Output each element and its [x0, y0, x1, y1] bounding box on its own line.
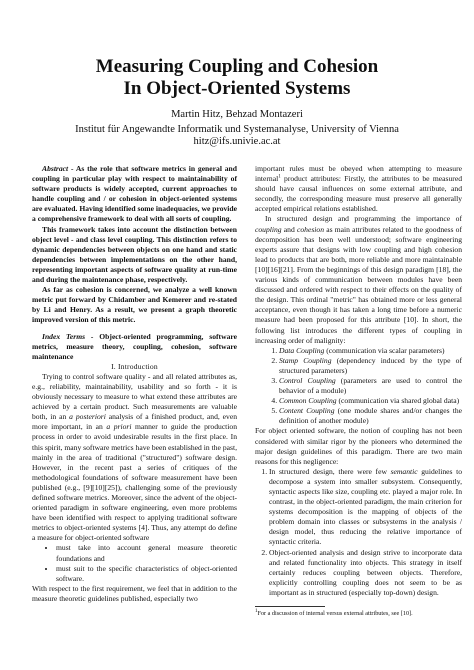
- right-p1-c: as main attributes related to the goodness of decomposition has been well understood; software engineering experts assure that designs with low coupling and high cohesion lead to products that are both, more reliable and more maintainable [10][16][21]. From the beginnings of this design paradigm [18], the various kinds of communication between modules have been discussed and ordered with respect to their effects on the quality of the design. This ordinal "metric" has obtained more or less general acceptance, even though it has taken a long time before a numeric measure had been proposed for this attribute [10]. In short, the following list introduces the different types of coupling in increasing order of malignity:: [255, 224, 462, 345]
- list-item: [279, 376, 462, 396]
- footnote-marker: 1: [278, 174, 281, 180]
- list-item: [279, 356, 462, 376]
- intro-paragraph-1: [32, 372, 237, 544]
- list-item: [279, 396, 462, 406]
- coupling-type-name: Data Coupling: [279, 345, 325, 355]
- author-email: hitz@ifs.univie.ac.at: [193, 136, 281, 147]
- intro-text-c: manner to guide the production process in order to avoid undesirable results in the first place. In this spirit, many software metrics have been established in the past, mainly in the area of traditional ("structured") software design. However, in the recent past a series of critiques of the methodological foundations of software measurement have been published (e.g., [9][10][25]), challenging some of the previously defined software metrics. Moreover, since the advent of the object-oriented paradigm in software engineering, even more problems have been identified with respect to applying traditional software metrics to object-oriented systems [4]. Thus, any attempt do define a measure for object-oriented software: [32, 422, 237, 543]
- footnote-divider: [255, 606, 325, 607]
- coupling-type-desc: (dependency induced by the type of structured parameters): [279, 355, 463, 375]
- abstract-paragraph-3: As far as cohesion is concerned, we analyze a well known metric put forward by Chidamber and Kemerer and re-stated by Li and Henry. As a result, we present a graph theoretic improved version of this metric.: [32, 285, 237, 325]
- list-item: [279, 406, 462, 426]
- abstract-paragraph-1: [32, 164, 237, 225]
- coupling-type-name: Content Coupling: [279, 406, 335, 416]
- list-item: • must take into account general measure theoretic foundations and: [56, 543, 237, 563]
- right-p1-a: In structured design and programming the importance of: [265, 214, 462, 224]
- footnote-number: 1: [255, 608, 258, 614]
- intro-text-a: Trying to control software quality - and all related attributes as, e.g., reliability, maintainability, usability and so forth - it is obviously necessary to measure to what extend these attributes are achieved by a certain product. Such measurements are valuable both, in an: [32, 371, 237, 422]
- reason-italic: semantic: [390, 466, 418, 476]
- abstract-text-1: As the role that software metrics in general and coupling in particular play with respect to maintainability of software products is widely accepted, current approaches to handle coupling and / or cohesion in object-oriented systems are evaluated. Having identified some inadequacies, we provide a comprehensive framework to deal with all sorts of coupling.: [32, 164, 237, 224]
- reasons-list: [255, 467, 462, 598]
- list-item: [269, 467, 462, 548]
- right-p1-b: and: [281, 224, 297, 234]
- paper-title-line1: Measuring Coupling and Cohesion: [95, 56, 379, 77]
- coupling-types-list: [255, 346, 462, 427]
- intro-paragraph-2: With respect to the first requirement, we feel that in addition to the measure theoretic guidelines published, especially two: [32, 583, 237, 603]
- coupling-type-desc: (one module shares and/or changes the definition of another module): [279, 406, 462, 426]
- right-paragraph-2: For object oriented software, the notion of coupling has not been considered with similar rigor by the pioneers who determined the major design guidelines of this paradigm. There are two main reasons for this negligence:: [255, 426, 462, 466]
- right-text-a: important rules must be obeyed when attempting to measure internal: [255, 164, 462, 184]
- right-p1-italic-1: coupling: [255, 224, 282, 234]
- affiliation: [0, 124, 474, 148]
- reason-text-b: guidelines to decompose a system into smaller subsystem. Consequently, syntactic aspects like size, coupling etc. played a major role. In contrast, in the object-oriented paradigm, the main criterion for systems decomposition is the mapping of objects of the problem domain into classes or subsystems in the analysis / design model, thus reducing the relative importance of syntactic criteria.: [269, 466, 462, 547]
- intro-text-b: analysis of a finished product, and, even more important, in an: [32, 412, 237, 432]
- reason-text-a: In structured design, there were few: [269, 466, 391, 476]
- abstract-paragraph-2: This framework takes into account the distinction between object level - and class level coupling. This distinction refers to dynamic dependencies between objects on one hand and static dependencies between implementations on the other hand, representing important aspects of software quality at run-time and during the maintenance phase, respectively.: [32, 224, 237, 285]
- requirements-list: [32, 543, 237, 583]
- coupling-type-desc: (communication via shared global data): [336, 396, 460, 406]
- right-paragraph-1: [255, 214, 462, 345]
- reason-text-a: Object-oriented analysis and design strive to incorporate data and related functionality into objects. This strategy in itself certainly reduces coupling between objects. Therefore, explicitly controlling coupling does not seem to be as important as in structured (especially top-down) design.: [269, 547, 462, 597]
- section-heading: I. Introduction: [111, 361, 158, 371]
- affiliation-institute: Institut für Angewandte Informatik und Systemanalyse, University of Vienna: [75, 124, 399, 135]
- coupling-type-name: Control Coupling: [279, 375, 336, 385]
- footnote: [255, 610, 462, 618]
- coupling-type-desc: (parameters are used to control the behavior of a module): [279, 375, 462, 396]
- index-terms-lead: Index Terms -: [42, 331, 94, 341]
- intro-italic-1: a posteriori: [69, 412, 106, 422]
- right-text-b: product attributes: Firstly, the attributes to be measured should have causal influences on some external attribute, and secondly, the corresponding measure must preserve all generally accepted empirical relations established.: [255, 174, 462, 214]
- right-paragraph-0: [255, 164, 462, 214]
- footnote-text: For a discussion of internal versus external attributes, see [10].: [257, 610, 413, 618]
- coupling-type-name: Common Coupling: [279, 396, 337, 406]
- right-column: [255, 164, 462, 618]
- index-terms-text: Object-oriented programming, software metrics, measure theory, coupling, cohesion, software maintenance: [32, 331, 237, 361]
- left-column: [32, 164, 237, 604]
- list-item: [279, 346, 462, 356]
- paper-title-line2: In Object-Oriented Systems: [123, 78, 351, 99]
- abstract-lead: Abstract -: [42, 164, 74, 173]
- right-p1-italic-2: cohesion: [297, 224, 324, 234]
- coupling-type-desc: (communication via scalar parameters): [324, 345, 445, 355]
- authors: Martin Hitz, Behzad Montazeri: [171, 109, 303, 120]
- list-item: • must suit to the specific characteristics of object-oriented software.: [56, 564, 237, 584]
- list-item: [269, 548, 462, 598]
- intro-italic-2: a priori: [106, 422, 132, 432]
- coupling-type-name: Stamp Coupling: [279, 355, 332, 365]
- index-terms: [32, 332, 237, 362]
